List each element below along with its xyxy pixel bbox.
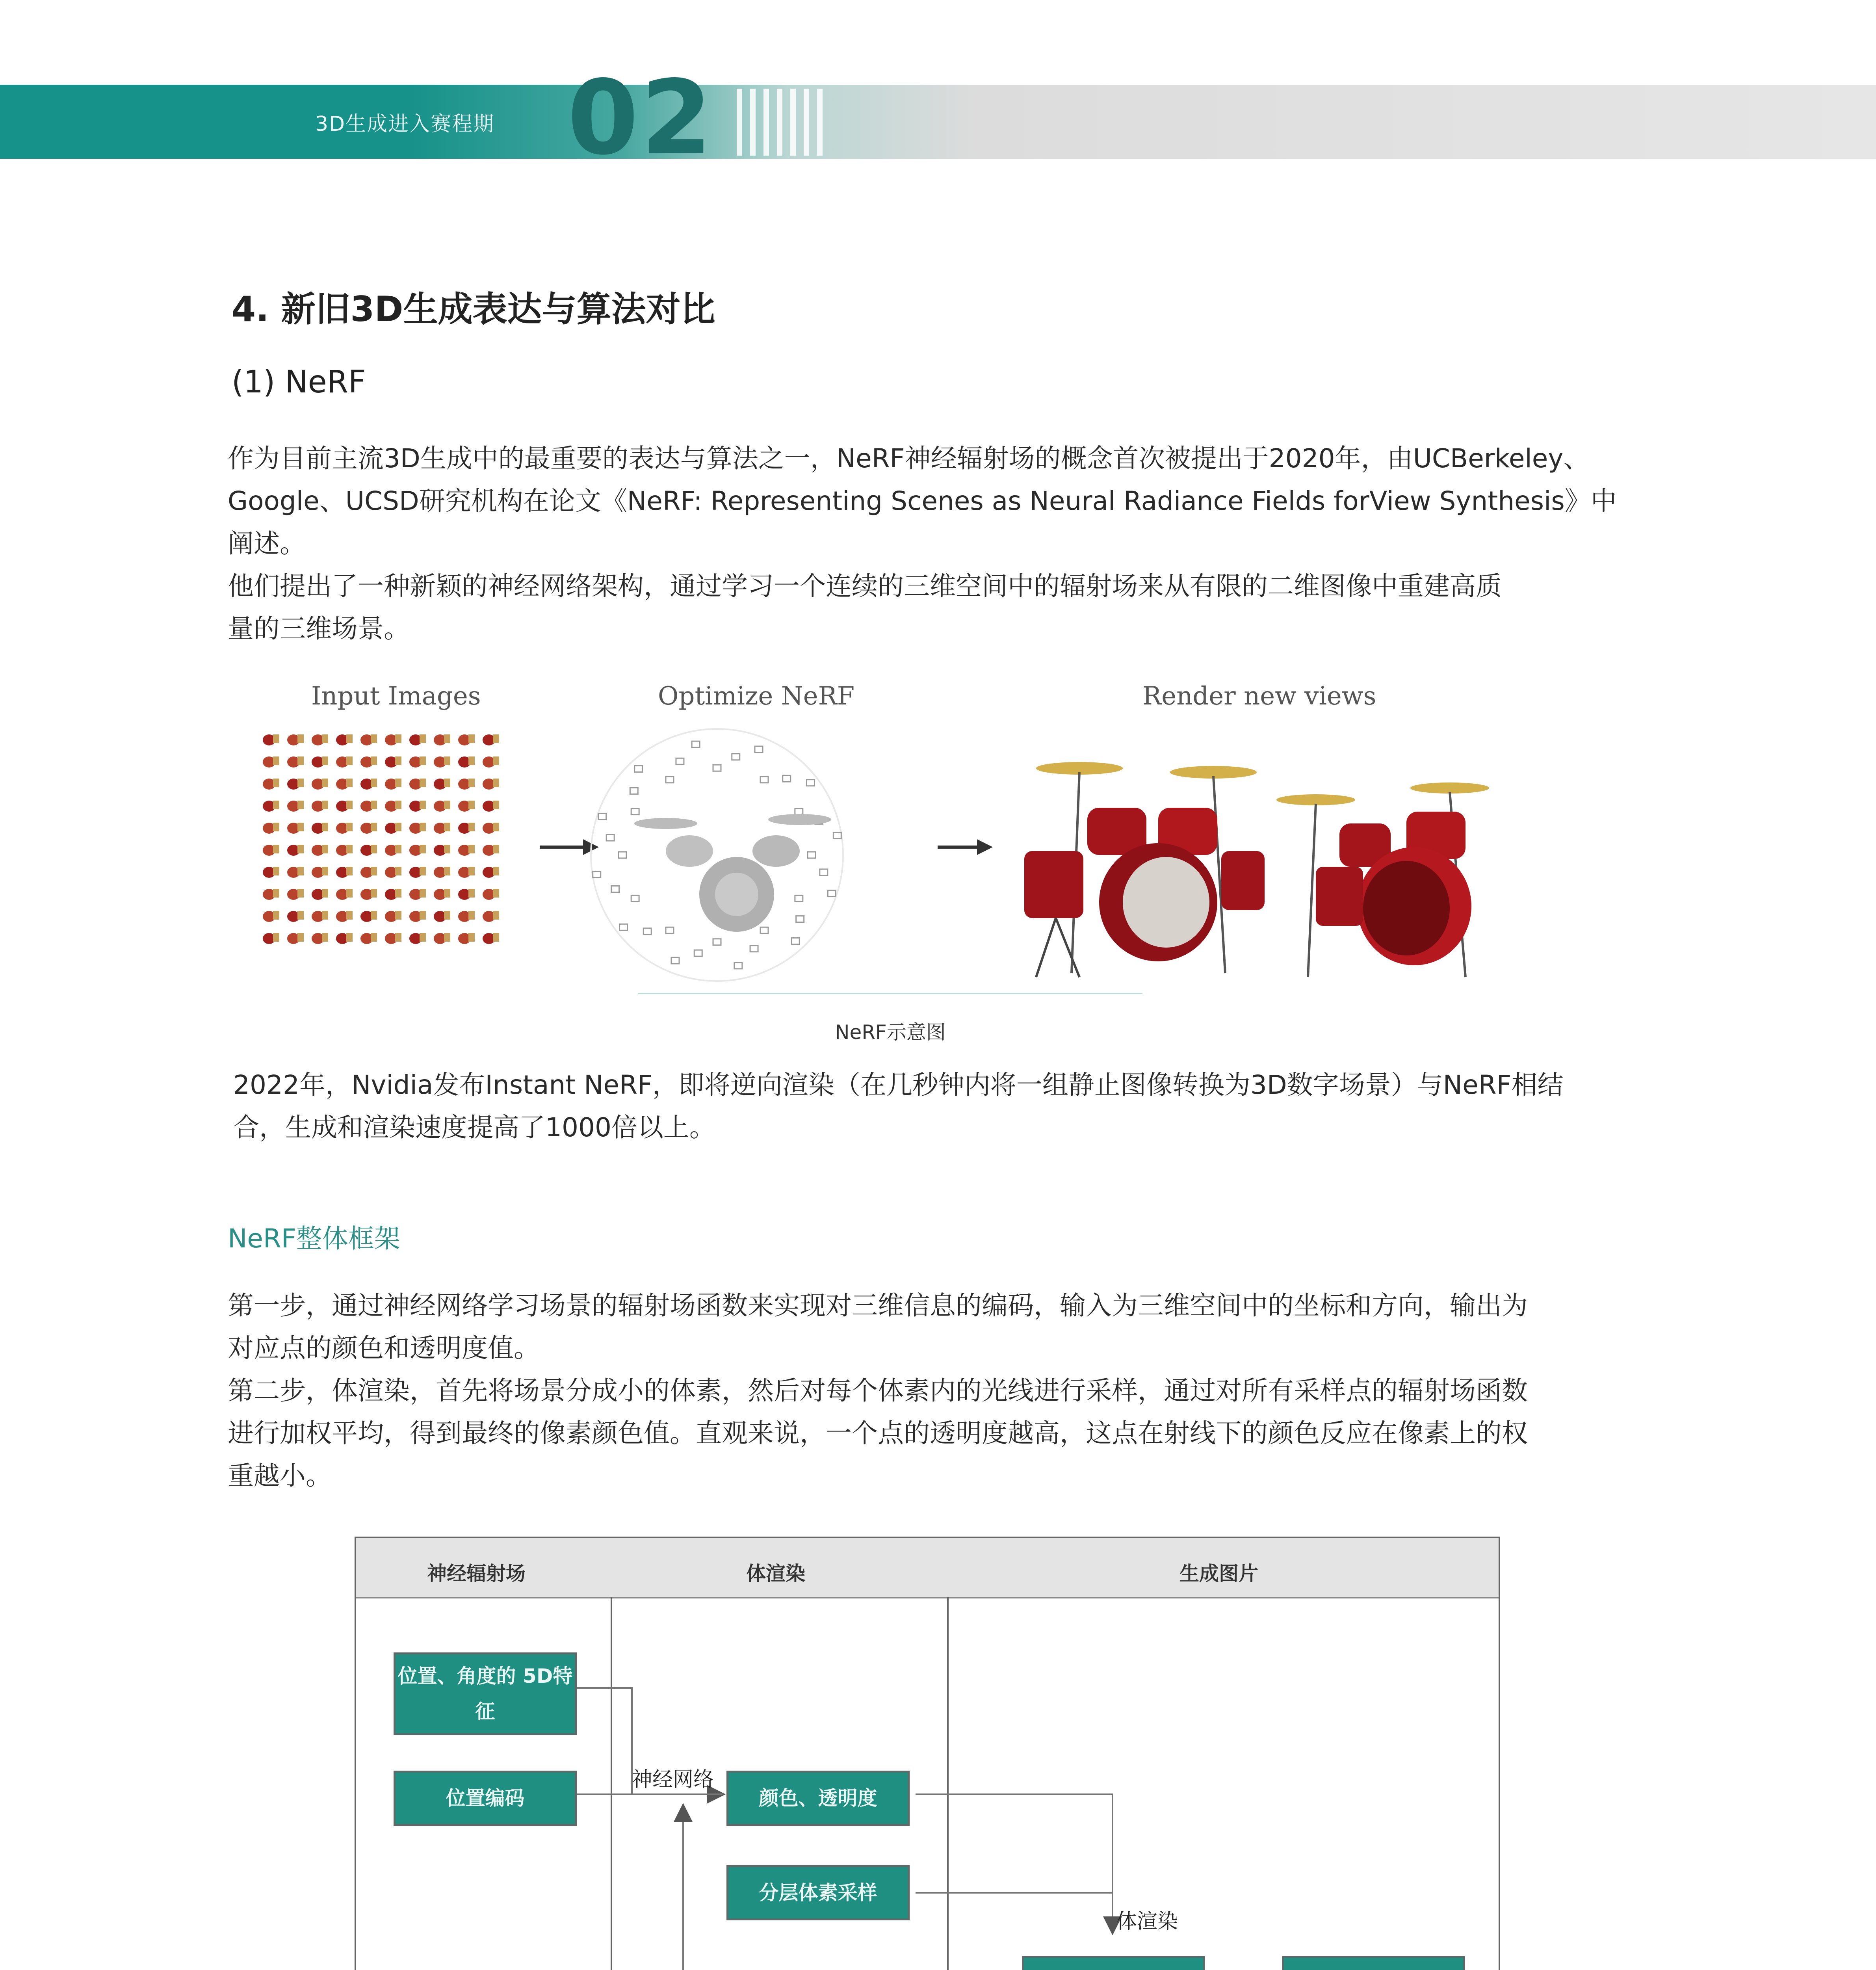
column-generate-image: 生成图片 [1179,1562,1258,1585]
intro-line: 阐述。 [228,528,306,559]
section-number: 02 [567,59,715,178]
framework-line: 第一步，通过神经网络学习场景的辐射场函数来实现对三维信息的编码，输入为三维空间中的坐标和方向，输出为 [228,1290,1528,1321]
render-views-label: Render new views [1142,682,1376,711]
nerf-illustration [252,721,1576,993]
figure1-caption: NeRF示意图 [835,1021,946,1044]
neural-network-label: 神经网络 [632,1768,714,1792]
intro-line: 量的三维场景。 [228,613,410,644]
camera-sphere [591,729,843,981]
instant-line: 2022年，Nvidia发布Instant NeRF，即将逆向渲染（在几秒钟内将一组静止图像转换为3D数字场景）与NeRF相结 [233,1070,1564,1100]
voxel-sampling-box: 分层体素采样 [726,1865,910,1920]
nerf-overview-figure [252,678,1576,993]
section-label: 3D生成进入赛程期 [315,112,495,136]
input-images-label: Input Images [311,682,481,711]
header-stripes [737,89,823,156]
caption-rule [638,993,1142,994]
column-volume-render: 体渲染 [746,1562,805,1585]
intro-line: 作为目前主流3D生成中的最重要的表达与算法之一，NeRF神经辐射场的概念首次被提出于2020年，由UCBerkeley、 [228,443,1590,474]
arrow-icon [938,839,993,855]
nerf-framework-diagram [355,1537,1500,1970]
column-radiance-field: 神经辐射场 [427,1562,526,1585]
instant-line: 合，生成和渲染速度提高了1000倍以上。 [233,1112,715,1143]
position-encoding-box: 位置编码 [394,1771,577,1826]
volume-render-label: 体渲染 [1116,1910,1178,1933]
header-band [0,85,1876,159]
feature-5d-box: 位置、角度的 5D特征 [394,1652,577,1735]
l2-loss-box [1282,1956,1465,1970]
input-image-grid [263,734,499,944]
arrow-icon [540,839,599,855]
new-view-image-box [1022,1956,1205,1970]
framework-line: 进行加权平均，得到最终的像素颜色值。直观来说，一个点的透明度越高，这点在射线下的颜色反应在像素上的权 [228,1418,1528,1448]
intro-line: Google、UCSD研究机构在论文《NeRF: Representing Scenes as Neural Radiance Fields forView Synthesis》中 [228,486,1617,516]
subheading-nerf: (1) NeRF [232,364,366,400]
color-opacity-box: 颜色、透明度 [726,1771,910,1826]
optimize-nerf-label: Optimize NeRF [658,682,855,711]
intro-paragraph [228,437,1617,650]
framework-title: NeRF整体框架 [228,1223,400,1254]
drum-kit-render-1 [1024,762,1265,977]
framework-line: 重越小。 [228,1461,332,1491]
drum-kit-render-2 [1276,782,1489,977]
page-heading: 4. 新旧3D生成表达与算法对比 [232,289,715,329]
framework-line: 第二步，体渲染，首先将场景分成小的体素，然后对每个体素内的光线进行采样，通过对所有采样点的辐射场函数 [228,1375,1528,1406]
framework-paragraph [228,1284,1528,1497]
intro-line: 他们提出了一种新颖的神经网络架构，通过学习一个连续的三维空间中的辐射场来从有限的二维图像中重建高质 [228,571,1502,601]
instant-nerf-paragraph [233,1064,1564,1149]
diagram-connectors [356,1538,1499,1970]
framework-line: 对应点的颜色和透明度值。 [228,1333,540,1363]
